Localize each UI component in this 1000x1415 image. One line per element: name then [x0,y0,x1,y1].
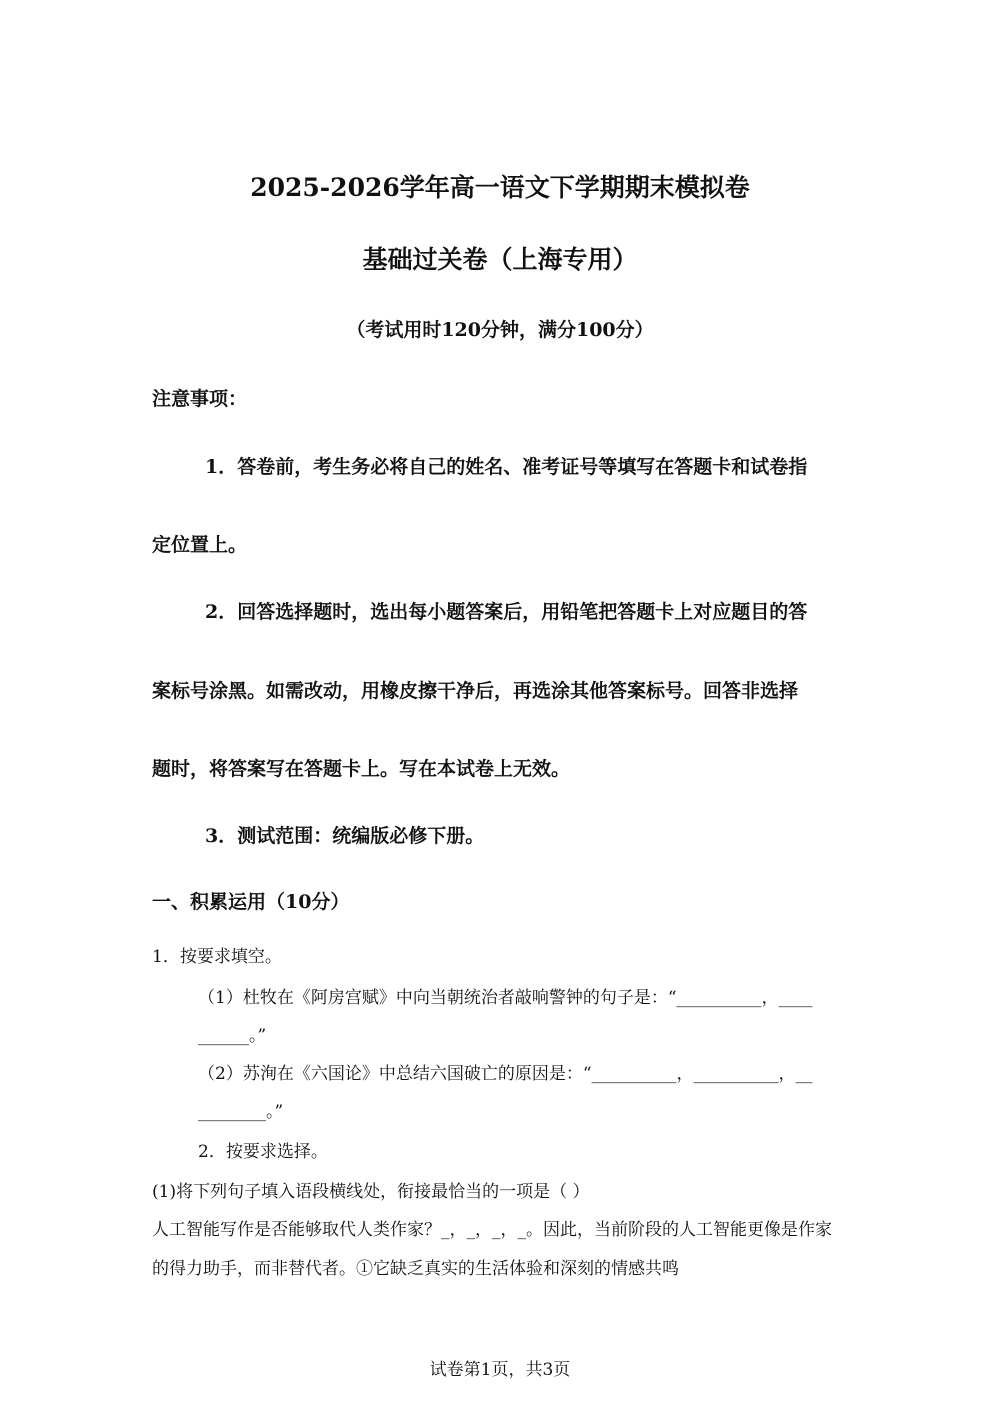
notice-item-1-line-1: 1．答卷前，考生务必将自己的姓名、准考证号等填写在答题卡和试卷指 [205,456,808,478]
exam-subtitle: 基础过关卷（上海专用） [362,245,638,274]
question-1-2-line-2: ________。” [198,1102,284,1122]
exam-info: （考试用时120分钟，满分100分） [346,319,654,341]
section-1-heading: 一、积累运用（10分） [152,891,350,913]
question-2-1-paragraph-line-2: 的得力助手，而非替代者。①它缺乏真实的生活体验和深刻的情感共鸣 [152,1259,679,1279]
notice-item-1-line-2: 定位置上。 [152,534,248,556]
notice-item-2-line-2: 案标号涂黑。如需改动，用橡皮擦干净后，再选涂其他答案标号。回答非选择 [152,680,799,702]
question-1-2-line-1: （2）苏洵在《六国论》中总结六国破亡的原因是：“__________，__________，__ [198,1064,813,1084]
notice-item-2-line-1: 2．回答选择题时，选出每小题答案后，用铅笔把答题卡上对应题目的答 [205,601,808,623]
exam-title: 2025-2026学年高一语文下学期期末模拟卷 [250,173,750,202]
notice-heading: 注意事项： [152,388,248,410]
notice-item-2-line-3: 题时，将答案写在答题卡上。写在本试卷上无效。 [152,758,571,780]
question-2-title: 2．按要求选择。 [198,1142,328,1162]
page-footer: 试卷第1页，共3页 [429,1360,571,1380]
question-1-1-line-1: （1）杜牧在《阿房宫赋》中向当朝统治者敲响警钟的句子是：“__________，____ [198,988,813,1008]
question-2-1-paragraph-line-1: 人工智能写作是否能够取代人类作家？_，_，_，_。因此，当前阶段的人工智能更像是作家 [152,1220,832,1240]
question-1-title: 1．按要求填空。 [152,947,282,967]
question-1-1-line-2: ______。” [198,1026,267,1046]
notice-item-3: 3．测试范围：统编版必修下册。 [205,825,485,847]
question-2-1-stem: (1)将下列句子填入语段横线处，衔接最恰当的一项是（ ） [152,1182,590,1202]
